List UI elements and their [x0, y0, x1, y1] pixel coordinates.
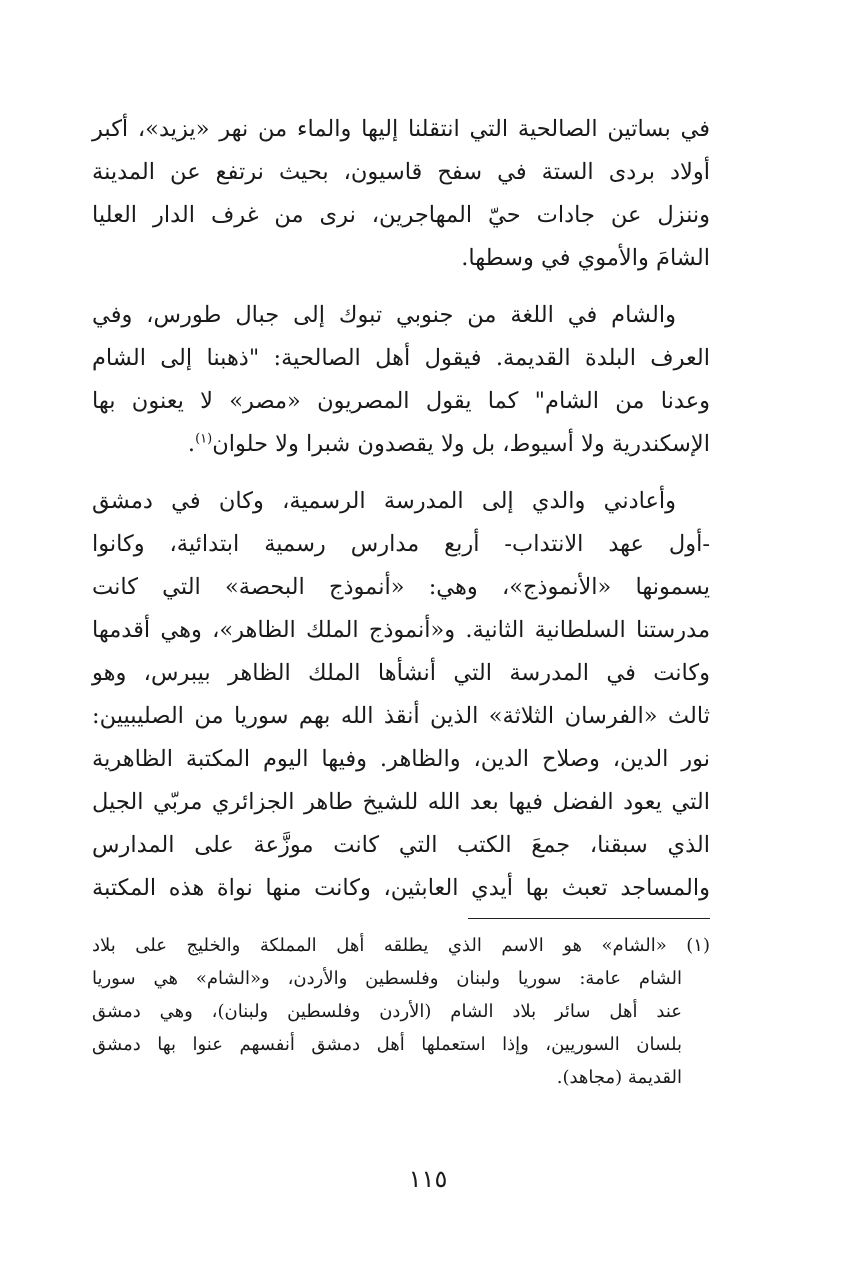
footnote-line: عند أهل سائر بلاد الشام (الأردن وفلسطين ولبنان)، وهي دمشق: [92, 1001, 682, 1022]
text-line: مدرستنا السلطانية الثانية. و«أنموذج الملك الظاهر»، وهي أقدمها: [92, 617, 710, 643]
text-line: في بساتين الصالحية التي انتقلنا إليها والماء من نهر «يزيد»، أكبر: [92, 116, 710, 142]
text-line: وننزل عن جادات حيّ المهاجرين، نرى من غرف الدار العليا: [92, 202, 710, 228]
page-number: ١١٥: [408, 1165, 448, 1193]
text-line: وأعادني والدي إلى المدرسة الرسمية، وكان في دمشق: [92, 488, 676, 514]
text-line: العرف البلدة القديمة. فيقول أهل الصالحية: "ذهبنا إلى الشام: [92, 345, 710, 371]
sentence-end: .: [187, 431, 196, 457]
text-line: الإسكندرية ولا أسيوط، بل ولا يقصدون شبرا ولا حلوان: [212, 431, 710, 457]
text-line: ثالث «الفرسان الثلاثة» الذين أنقذ الله بهم سوريا من الصليبيين:: [92, 703, 710, 729]
footnote-line: القديمة (مجاهد).: [556, 1067, 682, 1088]
footnote-line: الشام عامة: سوريا ولبنان وفلسطين والأردن، و«الشام» هي سوريا: [92, 968, 682, 989]
text-line: الذي سبقنا، جمعَ الكتب التي كانت موزَّعة على المدارس: [92, 832, 710, 858]
footnote-line: (١) «الشام» هو الاسم الذي يطلقه أهل المملكة والخليج على بلاد: [92, 935, 710, 956]
text-line: وكانت في المدرسة التي أنشأها الملك الظاهر بيبرس، وهو: [92, 660, 710, 686]
text-line-with-footnote-ref: [92, 427, 710, 461]
text-line: أولاد بردى الستة في سفح قاسيون، بحيث نرتفع عن المدينة: [92, 159, 710, 185]
text-line: والشام في اللغة من جنوبي تبوك إلى جبال طورس، وفي: [92, 302, 676, 328]
footnote-line: بلسان السوريين، وإذا استعملها أهل دمشق أنفسهم عنوا بها دمشق: [92, 1034, 682, 1055]
footnote-separator: [468, 918, 710, 919]
text-line: وعدنا من الشام" كما يقول المصريون «مصر» لا يعنون بها: [92, 388, 710, 414]
text-line: التي يعود الفضل فيها بعد الله للشيخ طاهر الجزائري مربّي الجيل: [92, 789, 710, 815]
text-line: نور الدين، وصلاح الدين، والظاهر. وفيها اليوم المكتبة الظاهرية: [92, 746, 710, 772]
text-line: يسمونها «الأنموذج»، وهي: «أنموذج البحصة» التي كانت: [92, 574, 710, 600]
footnote-reference[interactable]: (١): [195, 431, 213, 447]
text-line: -أول عهد الانتداب- أربع مدارس رسمية ابتدائية، وكانوا: [92, 531, 710, 557]
text-line: والمساجد تعبث بها أيدي العابثين، وكانت منها نواة هذه المكتبة: [92, 875, 710, 901]
text-line: الشامَ والأموي في وسطها.: [461, 245, 710, 271]
